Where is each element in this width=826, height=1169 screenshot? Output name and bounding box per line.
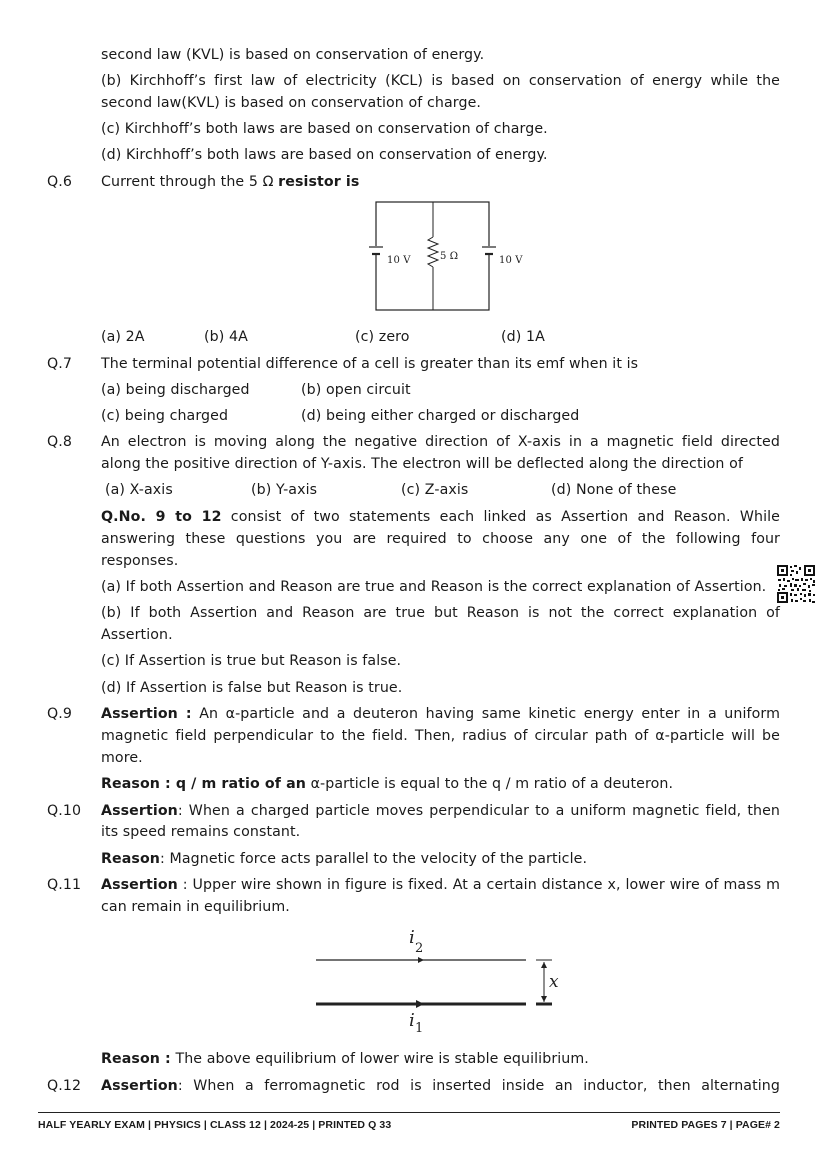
q8-option-c: (c) Z-axis — [401, 482, 469, 498]
instructions-option-c: (c) If Assertion is true but Reason is false. — [101, 653, 402, 669]
q11-reason — [101, 1049, 589, 1069]
q11-top-current-sub: 2 — [415, 941, 424, 956]
q6-resistor-label: 5 Ω — [440, 251, 459, 262]
q10-assertion-label: Assertion — [101, 803, 178, 819]
q6-left-cell-label: 10 V — [387, 255, 411, 266]
q8-option-d: (d) None of these — [551, 482, 677, 498]
q11-gap-label: x — [549, 972, 559, 992]
q9-assertion-line2: magnetic field perpendicular to the field. Then, radius of circular path of α-particle will be — [101, 728, 780, 744]
q10-number: Q.10 — [47, 803, 82, 819]
q9-assertion-line1 — [101, 703, 780, 725]
q11-assertion-label: Assertion — [101, 877, 178, 893]
q9-reason-text: α-particle is equal to the q / m ratio of a deuteron. — [305, 776, 674, 792]
q7-option-a: (a) being discharged — [101, 382, 250, 398]
q5-option-c: (c) Kirchhoff’s both laws are based on conservation of charge. — [101, 121, 548, 137]
instructions-option-d: (d) If Assertion is false but Reason is true. — [101, 680, 403, 696]
q12-assertion-line1 — [101, 1075, 780, 1097]
footer-left: HALF YEARLY EXAM | PHYSICS | CLASS 12 | 2024-25 | PRINTED Q 33 — [38, 1119, 392, 1131]
q6-option-b: (b) 4A — [204, 329, 248, 345]
q9-assertion-text: An α-particle and a deuteron having same kinetic energy enter in a uniform — [191, 706, 780, 722]
q10-assertion-line1 — [101, 800, 780, 822]
q6-question — [101, 172, 359, 192]
q9-assertion-line3: more. — [101, 750, 143, 766]
q7-number: Q.7 — [47, 356, 73, 372]
q11-top-current-label: i — [409, 927, 415, 948]
q8-question-line2: along the positive direction of Y-axis. The electron will be deflected along the direction of — [101, 456, 744, 472]
q10-assertion-line2: its speed remains constant. — [101, 824, 301, 840]
q9-reason-label: Reason : q / m ratio of an — [101, 776, 306, 792]
q12-number: Q.12 — [47, 1078, 82, 1094]
q11-assertion-text: : Upper wire shown in figure is fixed. At a certain distance x, lower wire of mass m — [177, 877, 780, 893]
q6-text-bold: resistor is — [278, 174, 360, 190]
q11-bottom-current-sub: 1 — [415, 1021, 424, 1036]
q9-reason — [101, 774, 673, 794]
q7-question: The terminal potential difference of a cell is greater than its emf when it is — [101, 356, 639, 372]
q7-option-c: (c) being charged — [101, 408, 229, 424]
q6-option-c: (c) zero — [355, 329, 410, 345]
q5-option-a-tail: second law (KVL) is based on conservation of energy. — [101, 47, 485, 63]
q7-option-b: (b) open circuit — [301, 382, 411, 398]
instructions-bold: Q.No. 9 to 12 — [101, 509, 222, 525]
q6-option-a: (a) 2A — [101, 329, 145, 345]
q5-option-d: (d) Kirchhoff’s both laws are based on conservation of energy. — [101, 147, 548, 163]
q10-reason-label: Reason — [101, 851, 161, 867]
q11-bottom-current-label: i — [409, 1010, 415, 1031]
q12-assertion-text: : When a ferromagnetic rod is inserted inside an inductor, then alternating — [177, 1078, 780, 1094]
q10-reason — [101, 849, 587, 869]
q12-assertion-label: Assertion — [101, 1078, 178, 1094]
footer-divider — [38, 1112, 780, 1113]
instructions-option-b-line1: (b) If both Assertion and Reason are true but Reason is not the correct explanation of — [101, 605, 780, 621]
q10-assertion-text: : When a charged particle moves perpendicular to a uniform magnetic field, then — [177, 803, 780, 819]
q11-number: Q.11 — [47, 877, 82, 893]
q8-option-a: (a) X-axis — [105, 482, 173, 498]
qr-code-icon — [776, 564, 816, 604]
instructions-line3: responses. — [101, 553, 179, 569]
footer-right: PRINTED PAGES 7 | PAGE# 2 — [631, 1119, 780, 1131]
q6-circuit-diagram — [360, 198, 523, 316]
q7-option-d: (d) being either charged or discharged — [301, 408, 580, 424]
q8-number: Q.8 — [47, 434, 73, 450]
q9-number: Q.9 — [47, 706, 73, 722]
instructions-line2: answering these questions you are required to choose any one of the following four — [101, 531, 780, 547]
q11-reason-text: The above equilibrium of lower wire is stable equilibrium. — [170, 1051, 589, 1067]
q9-assertion-label: Assertion : — [101, 706, 192, 722]
q11-parallel-wires-figure — [310, 926, 570, 1036]
instructions-option-b-line2: Assertion. — [101, 627, 173, 643]
q8-option-b: (b) Y-axis — [251, 482, 318, 498]
q11-reason-label: Reason : — [101, 1051, 171, 1067]
q6-right-cell-label: 10 V — [499, 255, 523, 266]
q5-option-b-line2: second law(KVL) is based on conservation of charge. — [101, 95, 482, 111]
q5-option-b-line1: (b) Kirchhoff’s first law of electricity (KCL) is based on conservation of energy while the — [101, 73, 780, 89]
instructions-option-a: (a) If both Assertion and Reason are true and Reason is the correct explanation of Assertion. — [101, 579, 767, 595]
q11-assertion-line1 — [101, 874, 780, 896]
q11-assertion-line2: can remain in equilibrium. — [101, 899, 290, 915]
q10-reason-text: : Magnetic force acts parallel to the velocity of the particle. — [160, 851, 588, 867]
q8-question-line1: An electron is moving along the negative direction of X-axis in a magnetic field directed — [101, 434, 780, 450]
q6-text: Current through the 5 Ω — [101, 174, 279, 190]
q6-number: Q.6 — [47, 174, 73, 190]
q6-option-d: (d) 1A — [501, 329, 545, 345]
instructions-line1-text: consist of two statements each linked as Assertion and Reason. While — [221, 509, 780, 525]
instructions-line1 — [101, 506, 780, 528]
